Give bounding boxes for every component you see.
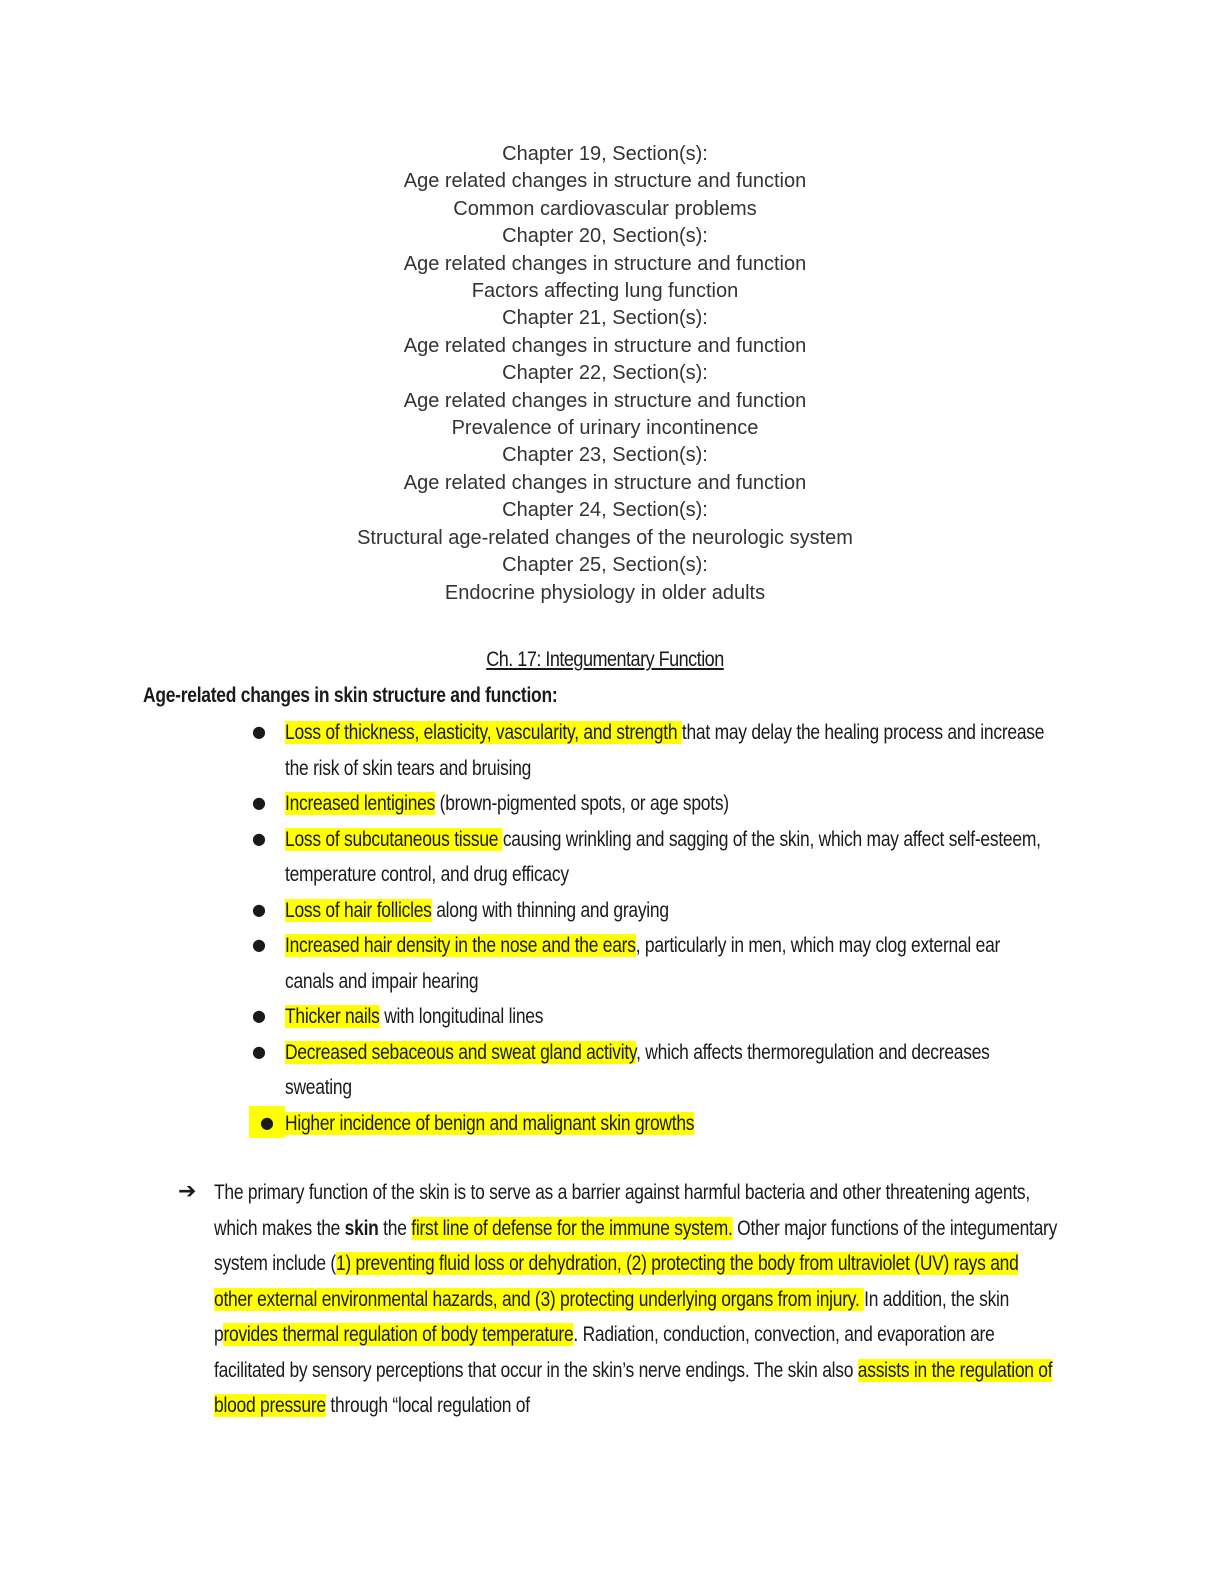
list-item	[0, 1035, 1224, 1106]
highlighted-text: assists in the regulation of blood pressure	[214, 1358, 1053, 1417]
list-item	[0, 999, 1224, 1035]
highlighted-text: Loss of hair follicles	[285, 898, 432, 922]
arrow-bullet-icon: ➔	[178, 1179, 197, 1204]
paragraph-text	[214, 1175, 1061, 1424]
toc-line: Chapter 23, Section(s):	[502, 444, 708, 467]
plain-text: causing wrinkling and sagging of the skin, which may affect self-esteem, temperature control, and drug efficacy	[285, 827, 1041, 886]
toc-line: Structural age-related changes of the neurologic system	[357, 526, 853, 549]
bullet-icon: ●	[252, 935, 266, 954]
list-item	[0, 786, 1224, 822]
section-title: Ch. 17: Integumentary Function	[486, 648, 724, 671]
highlighted-text: Decreased sebaceous and sweat gland activity	[285, 1040, 637, 1064]
bullet-icon: ●	[249, 1106, 285, 1138]
list-item-text	[285, 928, 1051, 999]
list-item-text	[285, 1106, 1051, 1142]
highlighted-text: Loss of thickness, elasticity, vascularity, and strength	[285, 721, 682, 744]
list-item-text	[285, 1035, 1051, 1106]
section-heading: Age-related changes in skin structure and function:	[143, 684, 558, 707]
highlighted-text: Increased hair density in the nose and the ears	[285, 934, 636, 957]
toc-line: Chapter 25, Section(s):	[502, 554, 708, 577]
plain-text: (brown-pigmented spots, or age spots)	[435, 792, 729, 815]
toc-line: Chapter 21, Section(s):	[502, 307, 708, 330]
toc-line: Chapter 22, Section(s):	[502, 362, 708, 385]
chapter-section-list	[0, 141, 1210, 607]
toc-line: Common cardiovascular problems	[453, 197, 757, 220]
highlighted-text: Higher incidence of benign and malignant skin growths	[285, 1111, 695, 1135]
plain-text: the	[378, 1216, 412, 1240]
list-item-text	[285, 786, 1051, 822]
plain-text: , which affects thermoregulation and decreases sweating	[285, 1040, 990, 1099]
plain-text: along with thinning and graying	[431, 898, 669, 922]
toc-line: Prevalence of urinary incontinence	[451, 417, 759, 440]
toc-line: Age related changes in structure and function	[403, 334, 807, 357]
bold-text: skin	[344, 1216, 379, 1240]
toc-line: Factors affecting lung function	[471, 280, 739, 303]
bullet-icon: ●	[252, 1041, 266, 1061]
toc-line: Chapter 19, Section(s):	[502, 143, 708, 165]
highlighted-text: Loss of subcutaneous tissue	[285, 827, 503, 851]
list-item	[0, 928, 1224, 999]
plain-text: through “local regulation of	[325, 1394, 530, 1417]
bullet-icon: ●	[252, 828, 266, 848]
highlighted-text: Increased lentigines	[285, 792, 436, 815]
highlighted-text: first line of defense for the immune system.	[411, 1216, 733, 1240]
plain-text: Other major functions of the integumentary system include (	[214, 1216, 1058, 1275]
list-item-text	[285, 822, 1051, 893]
plain-text: with longitudinal lines	[379, 1005, 544, 1028]
bullet-icon: ●	[252, 1006, 266, 1025]
toc-line: Age related changes in structure and function	[403, 389, 807, 412]
toc-line: Chapter 20, Section(s):	[502, 225, 708, 248]
toc-line: Endocrine physiology in older adults	[444, 581, 766, 604]
toc-line: Age related changes in structure and function	[403, 252, 807, 275]
age-changes-list	[0, 715, 1224, 1141]
toc-line: Chapter 24, Section(s):	[502, 499, 708, 522]
toc-line: Age related changes in structure and function	[403, 170, 807, 193]
toc-line: Age related changes in structure and function	[403, 471, 807, 494]
plain-text: . Radiation, conduction, convection, and evaporation are facilitated by sensory perceptions that occur in the skin’s nerve endings. The skin also	[214, 1323, 995, 1382]
plain-text: that may delay the healing process and increase the risk of skin tears and bruising	[285, 721, 1045, 780]
list-item-text	[285, 893, 1051, 929]
bullet-icon: ●	[252, 793, 266, 812]
plain-text: In addition, the skin p	[214, 1287, 1010, 1346]
list-item	[0, 1106, 1224, 1142]
bullet-icon: ●	[252, 722, 266, 741]
list-item	[0, 893, 1224, 929]
plain-text: The primary function of the skin is to serve as a barrier against harmful bacteria and other threatening agents, which makes the	[214, 1181, 1030, 1240]
highlighted-text: Thicker nails	[285, 1005, 380, 1028]
highlighted-text: 1) preventing fluid loss or dehydration, (2) protecting the body from ultraviolet (UV) rays and other external environmental hazards, and (3) protecting underlying organs from injury.	[214, 1252, 1019, 1311]
list-item-text	[285, 999, 1051, 1035]
list-item-text	[285, 715, 1051, 786]
plain-text: , particularly in men, which may clog external ear canals and impair hearing	[285, 934, 1001, 993]
list-item	[0, 822, 1224, 893]
highlighted-text: rovides thermal regulation of body temperature	[223, 1323, 574, 1346]
bullet-icon: ●	[252, 899, 266, 919]
list-item	[0, 715, 1224, 786]
